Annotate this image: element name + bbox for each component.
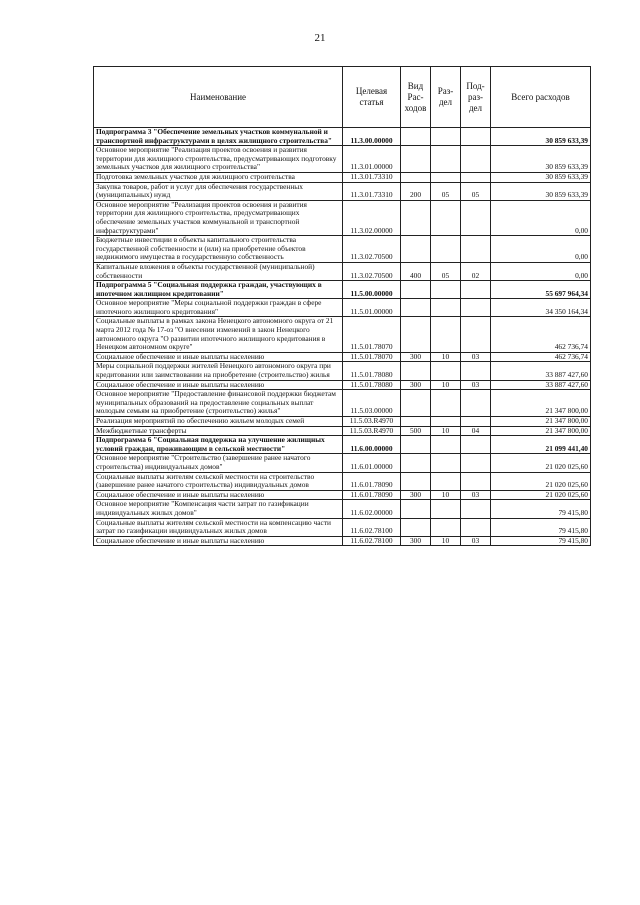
cell-expense-type [401,472,431,490]
cell-name: Подпрограмма 5 "Социальная поддержка граждан, участвующих в ипотечном жилищном кредитовании" [94,281,343,299]
cell-target-article: 11.5.01.78080 [343,362,401,380]
cell-subsection [461,317,491,352]
cell-subsection: 04 [461,426,491,436]
cell-total: 0,00 [491,236,591,263]
cell-target-article: 11.5.00.00000 [343,281,401,299]
cell-subsection: 03 [461,352,491,362]
cell-target-article: 11.6.01.78090 [343,472,401,490]
cell-target-article: 11.6.02.00000 [343,500,401,518]
cell-expense-type [401,299,431,317]
cell-target-article: 11.5.03.R4970 [343,417,401,427]
cell-total: 79 415,80 [491,500,591,518]
cell-total: 30 859 633,39 [491,182,591,200]
cell-target-article: 11.6.01.78090 [343,490,401,500]
page-number: 21 [314,32,326,44]
cell-subsection [461,518,491,536]
cell-expense-type [401,518,431,536]
cell-total: 79 415,80 [491,536,591,546]
cell-name: Основное мероприятие "Строительство (завершение ранее начатого строительства) индивидуальных домов" [94,454,343,472]
cell-section [431,390,461,417]
cell-name: Основное мероприятие "Реализация проектов освоения и развития территории для жилищного строительства, предусматривающих подготовку земельных участков для жилищного строительства" [94,146,343,173]
cell-total: 34 350 164,34 [491,299,591,317]
cell-name: Межбюджетные трансферты [94,426,343,436]
cell-expense-type [401,128,431,146]
cell-name: Меры социальной поддержки жителей Ненецкого автономного округа при кредитовании или заимствовании на приобретение (строительство) жилья [94,362,343,380]
cell-expense-type: 300 [401,352,431,362]
table-row [94,262,591,280]
table-row [94,390,591,417]
cell-subsection [461,436,491,454]
cell-total: 462 736,74 [491,352,591,362]
cell-target-article: 11.3.01.73310 [343,172,401,182]
cell-subsection [461,390,491,417]
cell-expense-type [401,500,431,518]
cell-expense-type [401,172,431,182]
table-row [94,417,591,427]
cell-section [431,128,461,146]
cell-expense-type [401,236,431,263]
cell-target-article: 11.3.02.00000 [343,200,401,235]
cell-total: 55 697 964,34 [491,281,591,299]
cell-target-article: 11.5.01.00000 [343,299,401,317]
table-row [94,500,591,518]
cell-section [431,500,461,518]
cell-section: 10 [431,380,461,390]
cell-name: Капитальные вложения в объекты государственной (муниципальной) собственности [94,262,343,280]
cell-target-article: 11.6.02.78100 [343,518,401,536]
table-row [94,362,591,380]
table-row [94,472,591,490]
cell-expense-type [401,454,431,472]
cell-name: Подпрограмма 3 "Обеспечение земельных участков коммунальной и транспортной инфраструктурами в целях жилищного строительства" [94,128,343,146]
cell-subsection [461,500,491,518]
cell-name: Закупка товаров, работ и услуг для обеспечения государственных (муниципальных) нужд [94,182,343,200]
cell-expense-type: 300 [401,490,431,500]
subprogram-row [94,436,591,454]
cell-subsection [461,417,491,427]
cell-name: Основное мероприятие "Компенсация части затрат по газификации индивидуальных жилых домов" [94,500,343,518]
cell-total: 21 347 800,00 [491,390,591,417]
cell-subsection [461,454,491,472]
cell-section [431,472,461,490]
cell-section [431,236,461,263]
budget-table [93,66,591,546]
header-expense-type: Вид Рас- ходов [401,67,431,128]
cell-total: 0,00 [491,200,591,235]
cell-subsection [461,146,491,173]
subprogram-row [94,128,591,146]
cell-section: 10 [431,352,461,362]
cell-target-article: 11.3.01.73310 [343,182,401,200]
cell-name: Основное мероприятие "Реализация проектов освоения и развития территории для жилищного строительства, предусматривающих обеспечение земельных участков коммунальной и транспортной инфраструктурами" [94,200,343,235]
cell-expense-type [401,417,431,427]
cell-total: 21 099 441,40 [491,436,591,454]
cell-section [431,317,461,352]
cell-name: Реализация мероприятий по обеспечению жильем молодых семей [94,417,343,427]
cell-subsection: 05 [461,182,491,200]
cell-section: 05 [431,262,461,280]
cell-total: 30 859 633,39 [491,128,591,146]
cell-section [431,417,461,427]
cell-name: Социальное обеспечение и иные выплаты населению [94,352,343,362]
cell-subsection: 03 [461,490,491,500]
cell-target-article: 11.5.01.78070 [343,317,401,352]
cell-target-article: 11.3.02.70500 [343,262,401,280]
cell-total: 21 020 025,60 [491,490,591,500]
cell-total: 462 736,74 [491,317,591,352]
cell-target-article: 11.3.02.70500 [343,236,401,263]
table-row [94,172,591,182]
cell-name: Социальное обеспечение и иные выплаты населению [94,380,343,390]
cell-name: Основное мероприятие "Меры социальной поддержки граждан в сфере ипотечного жилищного кредитования" [94,299,343,317]
cell-expense-type [401,317,431,352]
cell-expense-type [401,390,431,417]
cell-target-article: 11.3.01.00000 [343,146,401,173]
cell-section: 05 [431,182,461,200]
cell-section: 10 [431,490,461,500]
cell-section: 10 [431,536,461,546]
cell-name: Социальные выплаты в рамках закона Ненецкого автономного округа от 21 марта 2012 года № 17-оз "О внесении изменений в закон Ненецкого автономного округа "О развитии ипотечного жилищного кредитования в Ненецком автономном округе" [94,317,343,352]
cell-subsection: 03 [461,380,491,390]
cell-subsection [461,281,491,299]
cell-subsection [461,472,491,490]
cell-subsection [461,128,491,146]
table-row [94,299,591,317]
cell-total: 21 347 800,00 [491,426,591,436]
cell-section [431,299,461,317]
cell-name: Подпрограмма 6 "Социальная поддержка на улучшение жилищных условий граждан, проживающим в сельской местности" [94,436,343,454]
cell-name: Социальные выплаты жителям сельской местности на строительство (завершение ранее начатого строительства) индивидуальных домов [94,472,343,490]
cell-subsection [461,362,491,380]
table-row [94,200,591,235]
table-row [94,536,591,546]
cell-section [431,281,461,299]
cell-section [431,454,461,472]
cell-total: 30 859 633,39 [491,146,591,173]
table-row [94,236,591,263]
table-row [94,518,591,536]
cell-total: 33 887 427,60 [491,380,591,390]
cell-expense-type: 500 [401,426,431,436]
cell-section [431,518,461,536]
cell-subsection: 03 [461,536,491,546]
header-total: Всего расходов [491,67,591,128]
header-target-article: Целевая статья [343,67,401,128]
table-row [94,146,591,173]
cell-total: 79 415,80 [491,518,591,536]
table-row [94,454,591,472]
cell-expense-type [401,436,431,454]
table-row [94,182,591,200]
cell-subsection [461,200,491,235]
cell-name: Основное мероприятие "Предоставление финансовой поддержки бюджетам муниципальных образований на предоставление социальных выплат молодым семьям на приобретение (строительство) жилья" [94,390,343,417]
cell-expense-type: 200 [401,182,431,200]
header-section: Раз- дел [431,67,461,128]
subprogram-row [94,281,591,299]
cell-total: 21 020 025,60 [491,472,591,490]
cell-target-article: 11.6.01.00000 [343,454,401,472]
header-subsection: Под- раз- дел [461,67,491,128]
cell-subsection: 02 [461,262,491,280]
cell-section [431,362,461,380]
cell-total: 30 859 633,39 [491,172,591,182]
cell-expense-type [401,281,431,299]
cell-section [431,200,461,235]
cell-target-article: 11.6.00.00000 [343,436,401,454]
cell-section [431,146,461,173]
cell-target-article: 11.5.03.00000 [343,390,401,417]
cell-target-article: 11.5.01.78070 [343,352,401,362]
cell-name: Подготовка земельных участков для жилищного строительства [94,172,343,182]
cell-total: 0,00 [491,262,591,280]
table-body [94,128,591,546]
cell-expense-type: 300 [401,536,431,546]
cell-subsection [461,236,491,263]
cell-target-article: 11.5.03.R4970 [343,426,401,436]
cell-name: Социальное обеспечение и иные выплаты населению [94,536,343,546]
cell-name: Социальное обеспечение и иные выплаты населению [94,490,343,500]
cell-expense-type [401,362,431,380]
cell-subsection [461,299,491,317]
cell-name: Социальные выплаты жителям сельской местности на компенсацию части затрат по газификации индивидуальных жилых домов [94,518,343,536]
cell-target-article: 11.5.01.78080 [343,380,401,390]
header-name: Наименование [94,67,343,128]
cell-name: Бюджетные инвестиции в объекты капитального строительства государственной собственности и (или) на приобретение объектов недвижимого имущества в государственную собственность [94,236,343,263]
cell-total: 33 887 427,60 [491,362,591,380]
cell-section: 10 [431,426,461,436]
cell-expense-type [401,146,431,173]
cell-section [431,436,461,454]
table-row [94,317,591,352]
cell-target-article: 11.3.00.00000 [343,128,401,146]
cell-expense-type: 300 [401,380,431,390]
cell-target-article: 11.6.02.78100 [343,536,401,546]
cell-total: 21 347 800,00 [491,417,591,427]
cell-section [431,172,461,182]
cell-expense-type: 400 [401,262,431,280]
table-header-row [94,67,591,128]
cell-subsection [461,172,491,182]
cell-expense-type [401,200,431,235]
cell-total: 21 020 025,60 [491,454,591,472]
